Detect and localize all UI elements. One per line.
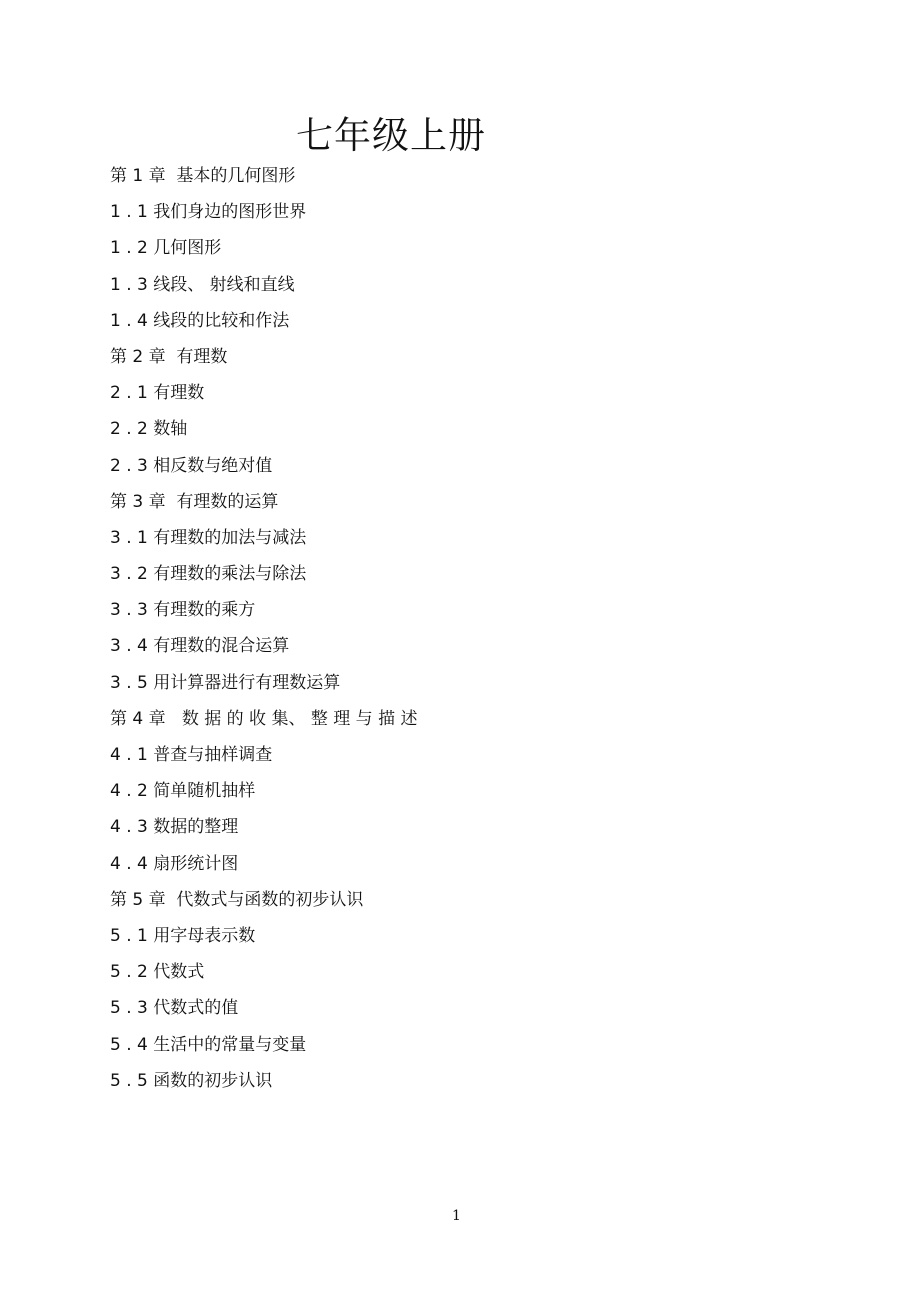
toc-section-5-2: 5 . 2 代数式 xyxy=(110,962,205,983)
toc-section-5-3: 5 . 3 代数式的值 xyxy=(110,998,239,1019)
toc-section-5-1: 5 . 1 用字母表示数 xyxy=(110,925,256,946)
toc-section-1-4: 1 . 4 线段的比较和作法 xyxy=(110,310,290,331)
toc-section-4-1: 4 . 1 普查与抽样调查 xyxy=(110,745,273,765)
toc-chapter-4: 第 4 章 数 据 的 收 集、 整 理 与 描 述 xyxy=(110,708,418,729)
toc-chapter-1: 第 1 章 基本的几何图形 xyxy=(110,166,296,186)
page-title-wrap xyxy=(296,112,486,160)
toc-section-2-3: 2 . 3 相反数与绝对值 xyxy=(110,455,273,476)
page-title: 七年级上册 xyxy=(296,114,486,157)
toc-section-3-1: 3 . 1 有理数的加法与减法 xyxy=(110,527,307,548)
toc-section-2-2: 2 . 2 数轴 xyxy=(110,419,188,440)
toc-section-5-4: 5 . 4 生活中的常量与变量 xyxy=(110,1034,307,1055)
toc-section-4-2: 4 . 2 简单随机抽样 xyxy=(110,781,256,802)
page-number: 1 xyxy=(452,1208,461,1224)
toc-chapter-3: 第 3 章 有理数的运算 xyxy=(110,491,279,512)
toc-section-5-5: 5 . 5 函数的初步认识 xyxy=(110,1070,273,1091)
toc-section-1-3: 1 . 3 线段、 射线和直线 xyxy=(110,274,295,295)
toc-section-1-1: 1 . 1 我们身边的图形世界 xyxy=(110,202,307,223)
toc-chapter-5: 第 5 章 代数式与函数的初步认识 xyxy=(110,889,364,910)
toc-section-3-3: 3 . 3 有理数的乘方 xyxy=(110,600,256,621)
toc-chapter-2: 第 2 章 有理数 xyxy=(110,346,228,367)
toc-section-2-1: 2 . 1 有理数 xyxy=(110,383,205,404)
toc-section-1-2: 1 . 2 几何图形 xyxy=(110,238,222,259)
toc-section-3-5: 3 . 5 用计算器进行有理数运算 xyxy=(110,672,341,693)
toc-section-4-3: 4 . 3 数据的整理 xyxy=(110,817,239,838)
toc-section-4-4: 4 . 4 扇形统计图 xyxy=(110,853,239,874)
toc-section-3-2: 3 . 2 有理数的乘法与除法 xyxy=(110,564,307,585)
toc-section-3-4: 3 . 4 有理数的混合运算 xyxy=(110,636,290,657)
table-of-contents xyxy=(110,158,417,1099)
